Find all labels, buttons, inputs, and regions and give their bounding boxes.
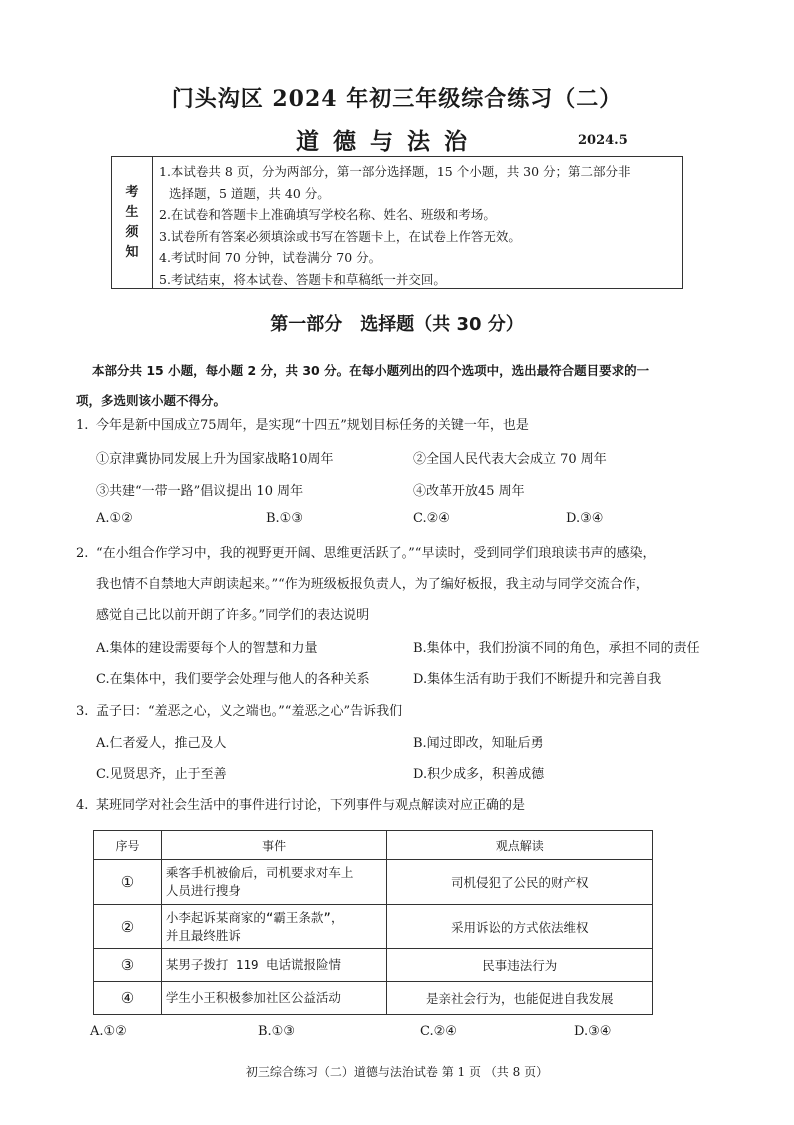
question-number: 1.	[76, 418, 89, 433]
subject-title: 道德与法治	[296, 128, 481, 155]
q2-choice-d: D.集体生活有助于我们不断提升和完善自我	[413, 672, 662, 687]
q1-item-4: ④改革开放45 周年	[413, 484, 525, 499]
notice-line: 3.试卷所有答案必须填涂或书写在答题卡上，在试卷上作答无效。	[159, 228, 521, 244]
exam-notice-box	[111, 156, 683, 289]
row-view: 采用诉讼的方式依法维权	[387, 905, 653, 949]
q1-item-2: ②全国人民代表大会成立 70 周年	[413, 452, 607, 467]
notice-line: 选择题，5 道题，共 40 分。	[169, 185, 330, 201]
notice-label-char: 考	[125, 184, 139, 200]
row-view: 司机侵犯了公民的财产权	[387, 860, 653, 905]
page-footer: 初三综合练习（二）道德与法治试卷 第 1 页 （共 8 页）	[245, 1065, 549, 1079]
q4-choice-d: D.③④	[574, 1024, 612, 1039]
q4-choice-a: A.①②	[90, 1024, 127, 1039]
question-1-stem	[76, 414, 529, 433]
notice-line: 5.考试结束，将本试卷、答题卡和草稿纸一并交回。	[159, 271, 446, 287]
q3-choice-d: D.积少成多，积善成德	[413, 767, 545, 782]
table-header-event: 事件	[161, 831, 387, 860]
row-event: 某男子拨打 119 电话谎报险情	[161, 949, 387, 982]
question-3-stem	[76, 700, 402, 719]
notice-label-char: 生	[125, 204, 139, 220]
q3-choice-c: C.见贤思齐，止于至善	[96, 767, 227, 782]
table-header-row	[94, 831, 653, 860]
q2-choice-a: A.集体的建设需要每个人的智慧和力量	[96, 641, 318, 656]
notice-body	[153, 157, 682, 288]
question-number: 3.	[76, 704, 89, 719]
q1-item-1: ①京津冀协同发展上升为国家战略10周年	[96, 452, 334, 467]
q1-choice-d: D.③④	[566, 511, 604, 526]
notice-line: 4.考试时间 70 分钟，试卷满分 70 分。	[159, 250, 382, 265]
row-event: 学生小王积极参加社区公益活动	[161, 982, 387, 1015]
row-view: 民事违法行为	[387, 949, 653, 982]
notice-label	[112, 157, 153, 288]
question-4-stem	[76, 794, 525, 813]
q3-choice-b: B.闻过即改，知耻后勇	[413, 736, 544, 751]
q4-choice-b: B.①③	[258, 1024, 295, 1039]
notice-line: 2.在试卷和答题卡上准确填写学校名称、姓名、班级和考场。	[159, 207, 496, 222]
row-number: ④	[94, 982, 162, 1015]
question-number: 2.	[76, 546, 89, 561]
question-text: “在小组合作学习中，我的视野更开阔、思维更活跃了。”“早读时，受到同学们琅琅读书声的感染，	[96, 546, 656, 561]
question-text: 今年是新中国成立75周年，是实现“十四五”规划目标任务的关键一年，也是	[96, 418, 529, 433]
question-text: 孟子曰：“羞恶之心，义之端也。”“羞恶之心”告诉我们	[96, 704, 403, 719]
notice-label-char: 须	[125, 224, 139, 240]
event-line: 小李起诉某商家的“霸王条款”，	[165, 909, 344, 925]
table-row	[94, 860, 653, 905]
row-number: ③	[94, 949, 162, 982]
row-event	[161, 860, 387, 905]
q1-choice-c: C.②④	[413, 511, 450, 526]
q4-choice-c: C.②④	[420, 1024, 457, 1039]
question-number: 4.	[76, 798, 89, 813]
q1-choice-a: A.①②	[96, 511, 133, 526]
event-line: 并且最终胜诉	[165, 927, 241, 943]
event-line: 乘客手机被偷后，司机要求对车上	[165, 865, 354, 880]
part-one-label: 第一部分	[270, 314, 343, 335]
exam-title: 门头沟区 2024 年初三年级综合练习（二）	[171, 86, 623, 112]
part-one-heading: 选择题（共 30 分）	[360, 314, 524, 335]
q1-choice-b: B.①③	[266, 511, 303, 526]
part-one-instructions	[76, 356, 726, 416]
table-header-view: 观点解读	[387, 831, 653, 860]
instruction-line: 本部分共 15 小题，每小题 2 分，共 30 分。在每小题列出的四个选项中，选出最符合题目要求的一	[92, 363, 650, 378]
row-number: ①	[94, 860, 162, 905]
q3-choice-a: A.仁者爱人，推己及人	[96, 736, 227, 751]
question-text: 某班同学对社会生活中的事件进行讨论，下列事件与观点解读对应正确的是	[96, 798, 526, 813]
notice-line: 1.本试卷共 8 页，分为两部分，第一部分选择题，15 个小题，共 30 分；第二部分非	[159, 164, 631, 179]
row-event	[161, 905, 387, 949]
question-2-line-2: 我也情不自禁地大声朗读起来。”“作为班级板报负责人，为了编好板报，我主动与同学交流合作，	[96, 577, 649, 592]
q2-choice-c: C.在集体中，我们要学会处理与他人的各种关系	[96, 672, 370, 687]
instruction-line: 项，多选则该小题不得分。	[76, 393, 227, 408]
q2-choice-b: B.集体中，我们扮演不同的角色，承担不同的责任	[413, 641, 700, 656]
question-2-stem	[76, 542, 655, 561]
event-line: 人员进行搜身	[165, 883, 241, 898]
table-row	[94, 905, 653, 949]
q4-table	[93, 830, 653, 1015]
table-header-no: 序号	[94, 831, 162, 860]
row-view: 是亲社会行为，也能促进自我发展	[387, 982, 653, 1015]
part-one-title	[0, 310, 794, 336]
row-number: ②	[94, 905, 162, 949]
q1-item-3: ③共建“一带一路”倡议提出 10 周年	[96, 484, 304, 499]
table-row	[94, 982, 653, 1015]
exam-date: 2024.5	[578, 133, 628, 148]
question-2-line-3: 感觉自己比以前开朗了许多。”同学们的表达说明	[96, 608, 370, 623]
table-row	[94, 949, 653, 982]
notice-label-char: 知	[125, 244, 139, 260]
